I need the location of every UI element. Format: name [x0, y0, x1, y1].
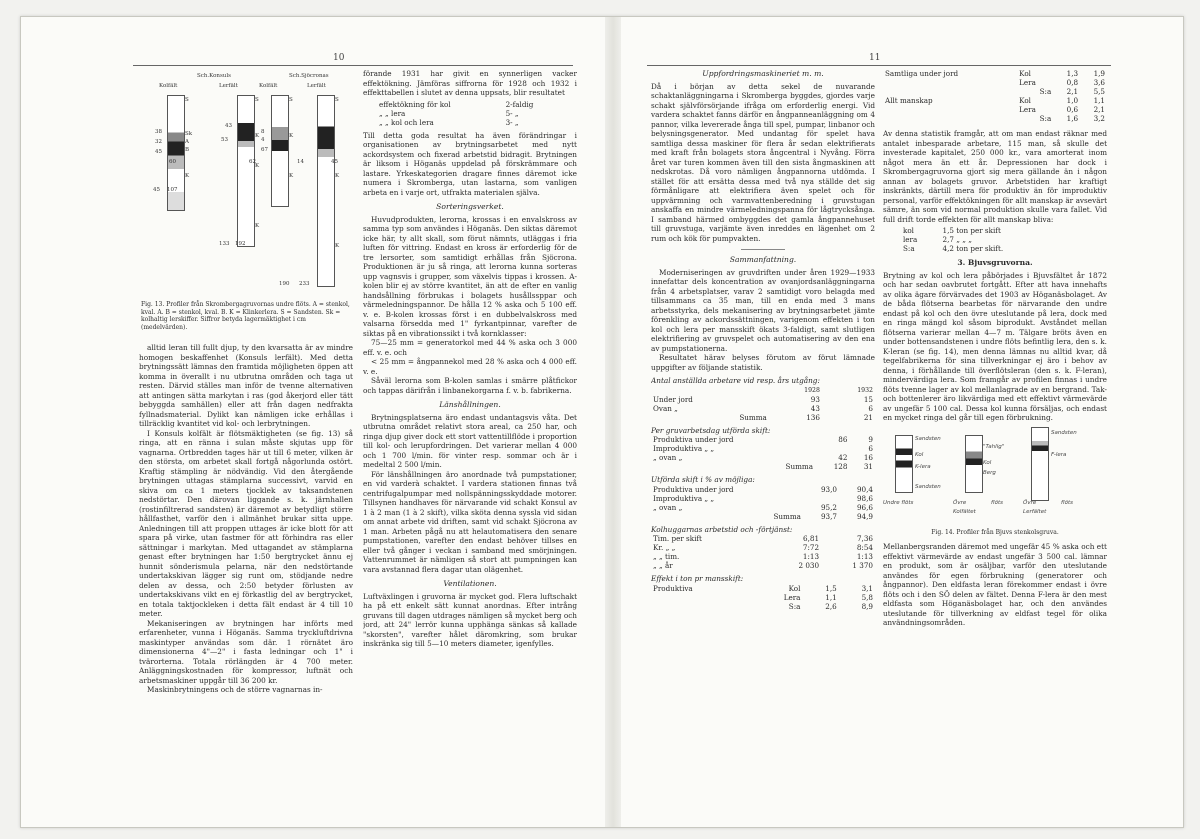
stratum-label: S	[289, 97, 293, 103]
cell: Kol	[1019, 69, 1031, 78]
cell	[815, 444, 849, 453]
cell: Samtliga under jord	[885, 69, 959, 78]
col2-text-d	[363, 413, 577, 575]
year-header: 1928	[804, 386, 820, 394]
cell: 93,7	[820, 511, 837, 521]
cell: S:a	[1039, 87, 1052, 96]
cell: 3- „	[505, 117, 519, 127]
cell: 7:72	[802, 543, 820, 552]
col2-text-e: Luftväxlingen i gruvorna är mycket god. Flera luftschakt ha på ett enkelt sätt kunnat anordnas. Efter intrång gruvans till dagen utdrages nämligen så mycket berg och jord, att 24" lerrör kunna upphänga sänkas så kallade "skorsten", varefter hålet däromkring, som brukar inskränka sig till 5—10 meters diameter, igenfylles.	[363, 591, 577, 648]
cell: Produktiva under jord	[653, 435, 734, 444]
stratum-label: S	[255, 97, 259, 103]
cell: 21	[863, 412, 873, 422]
table-row	[651, 494, 875, 503]
table-row	[651, 512, 875, 521]
table-row	[883, 105, 1107, 114]
cell: Kol	[788, 583, 801, 593]
handwritten-label: Berg	[983, 469, 996, 476]
handwritten-label: Kol	[983, 459, 992, 466]
table-row	[651, 453, 875, 462]
thickness-value: 233	[299, 281, 310, 287]
cell: Ovan „	[653, 403, 678, 413]
cell: 6,81	[803, 534, 820, 543]
header-rule-right	[647, 65, 1111, 66]
cell: 94,9	[856, 511, 873, 521]
cell: 1,6	[1066, 114, 1079, 123]
page-number-left: 10	[333, 53, 345, 63]
cell: „ ovan „	[653, 453, 683, 462]
paragraph: 75—25 mm = generatorkol med 44 % aska och 3 000 eff. v. e. och	[363, 338, 577, 357]
cell: 93	[810, 394, 820, 404]
cell: 95,2	[820, 502, 837, 512]
cell: „ „ kol och lera	[379, 117, 434, 127]
cell: Improduktiva „ „	[653, 493, 715, 503]
page-number-right: 11	[869, 53, 881, 63]
cell: Improduktiva „ „	[653, 444, 715, 453]
thickness-value: 38	[155, 129, 162, 135]
cell: 93,0	[820, 484, 837, 494]
table-row	[651, 503, 875, 512]
cell	[883, 105, 1017, 114]
col3-text-b	[651, 268, 875, 373]
fig13-subheader: Lerfält	[307, 83, 326, 89]
profile-column	[965, 435, 983, 493]
table-row	[651, 485, 875, 494]
cell: 0,8	[1066, 78, 1079, 87]
figure-14	[883, 429, 1107, 529]
stats-title: Utförda skift i % av möjliga:	[651, 475, 755, 484]
profile-column	[1031, 427, 1049, 501]
cell: Kr. „ „	[653, 543, 676, 552]
cell: „ „ tim.	[653, 552, 680, 561]
heading-ventilation: Ventilationen.	[443, 579, 497, 588]
thickness-value: 8	[261, 129, 265, 135]
cell: Summa	[785, 462, 814, 471]
thickness-value: 45	[331, 159, 338, 165]
book-gutter	[605, 17, 621, 827]
table-row	[883, 69, 1107, 78]
table-row	[377, 109, 557, 118]
cell: 31	[863, 462, 873, 471]
thickness-value: 43	[225, 123, 232, 129]
profile-column	[271, 95, 289, 207]
thickness-value: 45	[155, 149, 162, 155]
table-row	[651, 395, 875, 404]
fig13-subheader: Kolfält	[259, 83, 278, 89]
table-row	[651, 462, 875, 471]
handwritten-label: Sandsten	[1051, 429, 1077, 436]
col2-text-b: Till detta goda resultat ha även förändringar i organisationen av brytningsarbetet med nytt ackordsystem och fixerad arbetstid bidragit. Brytningen är liksom i Höganäs uppdelad på förskrämmare och lastare. Yrkeskategorien dragare finnes däremot icke numera i Skromberga, utan lastarna, som vanligen arbeta en i varje ort, utfrakta materialen själva.	[363, 130, 577, 197]
stratum-label: K	[255, 133, 260, 139]
header-rule-left	[133, 65, 573, 66]
cell: Summa	[739, 412, 767, 422]
handwritten-label: F-lera	[1051, 451, 1067, 458]
thickness-value: 32	[155, 139, 162, 145]
cell: kol	[903, 226, 914, 235]
paragraph: Resultatet härav belyses förutom av förut lämnade uppgifter av följande statistik.	[651, 353, 875, 372]
cell: Kol	[1019, 96, 1031, 105]
table-row	[901, 244, 1080, 253]
cell: 1,5 ton per skift	[942, 226, 1001, 235]
stratum-label: B	[185, 147, 190, 153]
cell: 1,1	[1093, 96, 1105, 105]
cell	[883, 78, 1017, 87]
cell: 2,1	[1066, 87, 1079, 96]
table-row	[883, 114, 1107, 123]
cell	[651, 386, 769, 395]
heading-uppfordring: Uppfordringsmaskineriet m. m.	[702, 69, 824, 78]
fig13-header: Sch.Konsuls	[197, 73, 231, 79]
col4-text-a: Av denna statistik framgår, att om man endast räknar med antalet inbesparade arbetare, 115 man, så skulle det investerade kapitalet, 250 000 kr., vara amorterat inom något mera än ett år. Depressionen har dock i Skrombergagruvorna gjort sig mera gällande än i någon annan av bolagets gruvor. Arbetstiden har kraftigt inskränkts, därtill mera för produktiv än för improduktiv personal, varför effektökningen för allt manskap är avsevärt sämre, än som vid normal produktion skulle vara fallet. Vid full drift torde effekten för allt manskap bliva:	[883, 129, 1107, 224]
staff-table	[651, 386, 875, 422]
column-1	[139, 343, 353, 735]
cell: 0,6	[1066, 105, 1079, 114]
column-4	[883, 69, 1107, 789]
cell: Lera	[783, 592, 801, 602]
table-row	[901, 226, 1080, 235]
table-row	[883, 96, 1107, 105]
thickness-value: 4	[261, 137, 265, 143]
cell: Allt manskap	[885, 96, 933, 105]
fig14-caption: Fig. 14. Profiler från Bjuvs stenkolsgruva.	[931, 528, 1059, 536]
thickness-value: 67	[261, 147, 268, 153]
cell: 3,1	[861, 583, 873, 593]
cell: „ ovan „	[653, 502, 683, 512]
paragraph: Mekaniseringen av brytningen har införts med erfarenheter, vunna i Höganäs. Samma tryckluftdrivna maskintyper användas som där. 1 rörnätet äro dimensionerna 4"—2" i fasta ledningar och 1" i tvärorterna. Totala rörlängden är 4 700 meter. Anläggningskostnaden för kompressor, luftnät och arbetsmaskiner uppgår till 36 200 kr.	[139, 618, 353, 685]
cell: 1:13	[856, 552, 873, 561]
effect-table-a	[883, 69, 1107, 123]
cell: 2-faldig	[505, 99, 534, 109]
column-3	[651, 69, 875, 769]
profile-sublabel: Undre flöts	[883, 499, 914, 506]
table-row	[651, 561, 875, 570]
fig13-subheader: Lerfält	[219, 83, 238, 89]
handwritten-label: K-lera	[915, 463, 931, 470]
handwritten-label: "Tahlig"	[983, 443, 1005, 450]
table-row	[651, 386, 875, 395]
effect-per-shift-table	[651, 584, 875, 611]
cell: 96,6	[856, 502, 873, 512]
heading-sammanfattning: Sammanfattning.	[729, 255, 797, 264]
stratum-label: K	[255, 163, 260, 169]
stats-title: Per gruvarbetsdag utförda skift:	[651, 425, 771, 435]
profile-column	[237, 95, 255, 247]
cell: 8,9	[861, 601, 873, 611]
table-row	[883, 78, 1107, 87]
table-row	[651, 543, 875, 552]
stratum-label: A	[185, 139, 189, 145]
cell: „ „ lera	[379, 108, 406, 118]
col4-text-b: Brytning av kol och lera påbörjades i Bjuvsfältet år 1872 och har sedan oavbrutet fortgått. Efter att hava innehafts av olika ägare förvärvades det 1903 av Höganäsbolaget. Av de båda flötserna bearbetas för närvarande den undre endast på kol och den övre uteslutande på lera, dock med en ringa mängd kol såsom biprodukt. Avståndet mellan flötserna varierar mellan 4—7 m. Tälgare bröts även en under bottensandstenen i undre flöts befintlig lera, den s. k. K-leran (se fig. 14), men denna lämnas nu alltid kvar, då tegelfabrikerna för sina tillverkningar ej äro i behov av denna, i förhållande till överflötsleran (den s. k. F-leran), mindervärdiga lera. Som framgår av profilen finnas i undre flöts tvenne lager av kol mellanlagrade av en bergrand. Tak- och bottenlerer äro likvärdiga med ett effektivt värmevärde av ungefär 5 100 cal. Dessa kol kunna försäljas, och endast en mycket ringa del går till egen förbrukning.	[883, 270, 1107, 422]
paragraph: Huvudprodukten, lerorna, krossas i en envalskross av samma typ som användes i Höganäs. Den siktas däremot icke här, ty allt skall, som förut nämnts, utläggas i fria luften för vittring. Endast en kross är erforderlig för de tre lersorter, som samtidigt erhållas från Sjöcrona. Produktionen är ju så ringa, att lerorna kunna sorteras upp vagnsvis i grupper, som växelvis tippas i krossen. A-kolen blir ej av större kvantitet, än att de efter en vanlig handsållning förbrukas i bolagets husållssppar och värmeledningspannor. De hålla 12 % aska och 5 100 eff. v. e. B-kolen krossas först i en dubbelvalskross med valsarna försedda med 1" fyrkantpinnar, varefter de siktas på en vibrationssikt i två kornklasser:	[363, 214, 577, 338]
column-1-text	[139, 343, 353, 695]
cell: 2,6	[825, 601, 837, 611]
fig13-header: Sch.Sjöcronas	[289, 73, 329, 79]
cell: 4,2 ton per skift.	[942, 244, 1004, 253]
cell: 1 370	[852, 561, 873, 570]
thickness-value: 133	[219, 241, 230, 247]
cell	[651, 593, 754, 602]
handwritten-label: Sandsten	[915, 435, 941, 442]
shifts-table	[651, 435, 875, 471]
wages-table	[651, 534, 875, 570]
cell: 90,4	[856, 484, 873, 494]
cell: 2,7 „ „ „	[942, 235, 972, 244]
table-row	[651, 444, 875, 453]
cell: 2 030	[798, 561, 820, 570]
cell: 43	[810, 403, 820, 413]
thickness-value: 62	[249, 159, 256, 165]
cell: „ „ år	[653, 561, 673, 570]
thickness-value: 107	[167, 187, 178, 193]
cell: effektökning för kol	[379, 99, 451, 109]
paragraph: För länshållningen äro anordnade två pumpstationer, en vid varderà schaktet. I vardera stationen finnas två centrifugalpumpar med nollspänningsskyddade motorer. Tillsynen handhaves för närvarande vid schakt Konsul av 1 à 2 man (1 à 2 skift), vilka sköta denna syssla vid sidan om annat arbete vid driften, samt vid schakt Sjöcrona av 1 man. Arbeten pågå nu att helautomatisera den senare pumpstationen, varefter den endast behöver tillses en eller två gånger i veckan i samband med smörjningen. Vattenrummet är nämligen så stort att pumpningen kan vara avstannad flera dagar utan olägenhet.	[363, 469, 577, 574]
cell	[883, 87, 1017, 96]
full-drift-table	[901, 226, 1080, 253]
stats-title: Effekt i ton pr mansskift:	[651, 574, 744, 583]
cell: 5,8	[861, 592, 873, 602]
table-row	[651, 584, 875, 593]
thickness-value: 53	[221, 137, 228, 143]
cell: Summa	[773, 511, 801, 521]
paragraph: Brytningsplatserna äro endast undantagsvis våta. Det utbrutna området relativt stora areal, ca 250 har, och ringa djup giver dock ett stort vattentillflöde i proportion till kol- och lerupfordringen. Det varierar mellan 4 000 och 1 700 l/min. för vinter resp. sommar och är i medeltal 2 500 l/min.	[363, 412, 577, 469]
cell: 5,5	[1093, 87, 1105, 96]
handwritten-label: Sandsten	[915, 483, 941, 490]
paragraph: Moderniseringen av gruvdriften under åren 1929—1933 innefattar dels koncentration av ovanjordsanläggningarna från 4 arbetsplatser, varav 2 samtidigt voro belagda med tillsammans ca 35 man, till en enda med 3 mans arbetsstyrka, dels mekanisering av brytningsarbetet jämte förenkling av ackordssättningen, varigenom effekten i ton kol och lera per mansskift ökats 3-faldigt, samt slutligen elektrifiering av gruvspelet och automatisering av den ena av pumpstationerna.	[651, 267, 875, 353]
cell: 6	[868, 403, 873, 413]
col3-text-a: Då i början av detta sekel de nuvarande schaktanläggningarna i Skromberga byggdes, gjordes varje schakt självförsörjande ifråga om erforderlig energi. Vid vardera schaktet fanns därför en ångpanneanläggning om 4 pannor, vilka levererade ånga till spel, pumpar, linbanor och belysningsgenerator. Med undantag för spelet hava samtliga dessa maskiner för flera år sedan elektrifierats med kraft från bolagets stora ångcentral i Nyvång. Förra året var turen kommen även till den sista ångmaskinen att nedskrotas. Då voro nämligen ångpannorna utdömda. I stället för att ersätta dessa med två nya ställde det sig förmånligare att elektrifiera även spelet och för uppvärmning och varmvattenberedning i gruvstugan anskaffa en mindre värmeledningspanna för lågtrycksånga. I samband härmed ombyggdes det gamla ångpannehuset till gruvstuga, varjämte även inreddes en lägenhet om 2 rum och kök för pumpvakten.	[651, 81, 875, 243]
figure-13	[139, 73, 355, 343]
table-row	[651, 534, 875, 543]
profile-sublabel: Övre flöts Kolfältet	[953, 499, 1003, 515]
year-header: 1932	[857, 386, 873, 394]
separator	[741, 249, 785, 250]
thickness-value: 60	[169, 159, 176, 165]
cell: Lera	[1019, 78, 1036, 87]
cell: S:a	[788, 601, 801, 611]
stats-title: Kolhuggarnas arbetstid och -förtjänst:	[651, 524, 793, 534]
paragraph: Såväl lerorna som B-kolen samlas i smärre plåtfickor och tappas därifrån i linbanekorgarna f. v. b. fabrikerna.	[363, 376, 577, 395]
stratum-label: K	[289, 173, 294, 179]
cell: 1,3	[1066, 69, 1079, 78]
stratum-label: Sk	[185, 131, 193, 137]
col4-text-c: Mellanbergsranden däremot med ungefär 45 % aska och ett effektivt värmevärde av endast ungefär 3 500 cal. lämnar en produkt, som är osäljbar, varför den uteslutande användes för egen förbrukning (generatorer och ångpannor). Den eldfasta leran förekommer endast i övre flöts och i den SÖ delen av fältet. Denna F-lera är den mest eldfasta som Höganäsbolaget har, och den användes uteslutande för tillverkning av eldfast tegel för olika användningsområden.	[883, 542, 1107, 627]
stratum-label: K	[335, 173, 340, 179]
cell: 1,9	[1093, 69, 1105, 78]
table-row	[377, 100, 557, 109]
handwritten-label: Kol	[915, 451, 924, 458]
heading-bjuvsgruvorna: 3. Bjuvsgruvorna.	[957, 258, 1033, 267]
cell: Tim. per skift	[653, 534, 702, 543]
table-row	[377, 118, 557, 127]
table-row	[651, 404, 875, 413]
paragraph: alltid leran till fullt djup, ty den kvarsatta är av mindre homogen beskaffenhet (Konsuls lerfält). Med detta brytningssätt lämnas den framtida möjligheten öppen att komma in överallt i nu utbrutna områden och taga ut resten. Därvid ställes man inför de tvenne alternativen att antingen sätta markytan i ras (god åkerjord eller tätt bebyggda samhällen) eller att från dagen nedfrakta fyllnadsmaterial. Dylikt kan nämligen icke erhållas i tillräcklig kvantitet vid kol- och lerbrytningen.	[139, 343, 353, 428]
col2-text-a: förande 1931 har givit en synnerligen vacker effektökning. Jämföras siffrorna för 1928 och 1932 i effekttabellen i slutet av denna uppsats, blir resultatet	[363, 69, 577, 97]
cell: 6	[868, 444, 873, 453]
cell	[651, 602, 754, 611]
col2-text-c	[363, 215, 577, 396]
cell: Under jord	[653, 394, 693, 404]
stratum-label: S	[335, 97, 339, 103]
cell: 128	[833, 462, 848, 471]
thickness-value: 14	[297, 159, 304, 165]
table-row	[651, 602, 875, 611]
cell: 9	[868, 435, 873, 444]
cell: 136	[806, 412, 820, 422]
stratum-label: K	[335, 243, 340, 249]
profile-column	[895, 435, 913, 493]
book-spread	[20, 16, 1184, 828]
percent-table	[651, 485, 875, 521]
heading-sortering: Sorteringsverket.	[436, 202, 504, 211]
cell: Produktiva under jord	[653, 484, 734, 494]
effect-table	[377, 100, 557, 127]
cell: Produktiva	[653, 583, 693, 593]
stratum-label: S	[185, 97, 189, 103]
cell: 15	[863, 394, 873, 404]
cell: 1,5	[825, 583, 837, 593]
cell: 42	[838, 453, 848, 462]
cell: 8:54	[856, 543, 873, 552]
cell: 16	[863, 453, 873, 462]
cell: 1,0	[1066, 96, 1079, 105]
stratum-label: K	[185, 173, 190, 179]
cell: 3,2	[1093, 114, 1105, 123]
table-row	[651, 435, 875, 444]
thickness-value: 45	[153, 187, 160, 193]
cell: Lera	[1019, 105, 1036, 114]
column-2	[363, 69, 577, 761]
stats-title: Antal anställda arbetare vid resp. års utgång:	[651, 376, 820, 385]
cell: 2,1	[1093, 105, 1105, 114]
cell: 3,6	[1093, 78, 1105, 87]
cell: 5- „	[505, 108, 519, 118]
stratum-label: K	[255, 223, 260, 229]
table-row	[651, 552, 875, 561]
profile-column	[317, 95, 335, 287]
stratum-label: K	[289, 133, 294, 139]
profile-sublabel: Övre flöts Lerfältet	[1023, 499, 1073, 515]
paragraph: < 25 mm = ångpannekol med 28 % aska och 4 000 eff. v. e.	[363, 357, 577, 376]
cell: lera	[903, 235, 918, 244]
cell: 7,36	[856, 534, 873, 543]
table-row	[883, 87, 1107, 96]
paragraph: I Konsuls kolfält är flötsmäktigheten (se fig. 13) så ringa, att en ränna i sulan måste skjutas upp för vagnarna. Ortbredden tages här ut till 6 meter, vilken är den största, om arbetet skall fortgå någorlunda ostört. Kraftig stämpling är nödvändig. Vid den återgående brytningen uttagas stämplarna successivt, varvid en skiva om ca 1 meters tjocklek av taksandstenen nedstörtar. Den därovan liggande s. k. järnhallen (rostinfiltrerad sandsten) är däremot av betydligt större hållfasthet, varför den i allmänhet brukar sitta uppe. Anledningen till att proppen uttages är icke blott för att spara på virke, utan fastmer för att förhindra ras eller sättningar i markytan. Med uttagandet av stämplarna genast efter brytningen har 1:50 bergtrycket ännu ej hunnit sönderismula pelarna, när den nedstörtande undertakskivan lägger sig runt om, stödjande nedre delen av dessa, och 2:50 betyder förlusten av undertakskivans vikt en ej förkastlig del av bergtrycket, en totala taktjockleken i detta fält endast är 4 till 10 meter.	[139, 428, 353, 618]
paragraph: Maskinbrytningens och de större vagnarnas in-	[147, 685, 323, 694]
cell	[883, 114, 1017, 123]
cell: S:a	[1039, 114, 1052, 123]
table-row	[901, 235, 1080, 244]
fig13-subheader: Kolfält	[159, 83, 178, 89]
cell: 1,1	[825, 592, 837, 602]
cell	[803, 494, 839, 503]
profile-column	[167, 95, 185, 211]
table-row	[651, 413, 875, 422]
cell: S:a	[903, 244, 915, 253]
table-row	[651, 593, 875, 602]
heading-lanshallning: Länshållningen.	[439, 400, 501, 409]
cell: 98,6	[856, 493, 873, 503]
thickness-value: 192	[235, 241, 246, 247]
cell: 1:13	[802, 552, 820, 561]
fig13-caption: Fig. 13. Profiler från Skrombergagruvornas undre flöts. A = stenkol, kval. A. B = stenkol, kval. B. K = Klinkerlera. S = Sandsten. Sk = kolhaltig lerskiffer. Siffror betyda lagermäktighet i cm (medelvärden).	[141, 301, 350, 331]
thickness-value: 190	[279, 281, 290, 287]
cell: 86	[838, 435, 848, 444]
